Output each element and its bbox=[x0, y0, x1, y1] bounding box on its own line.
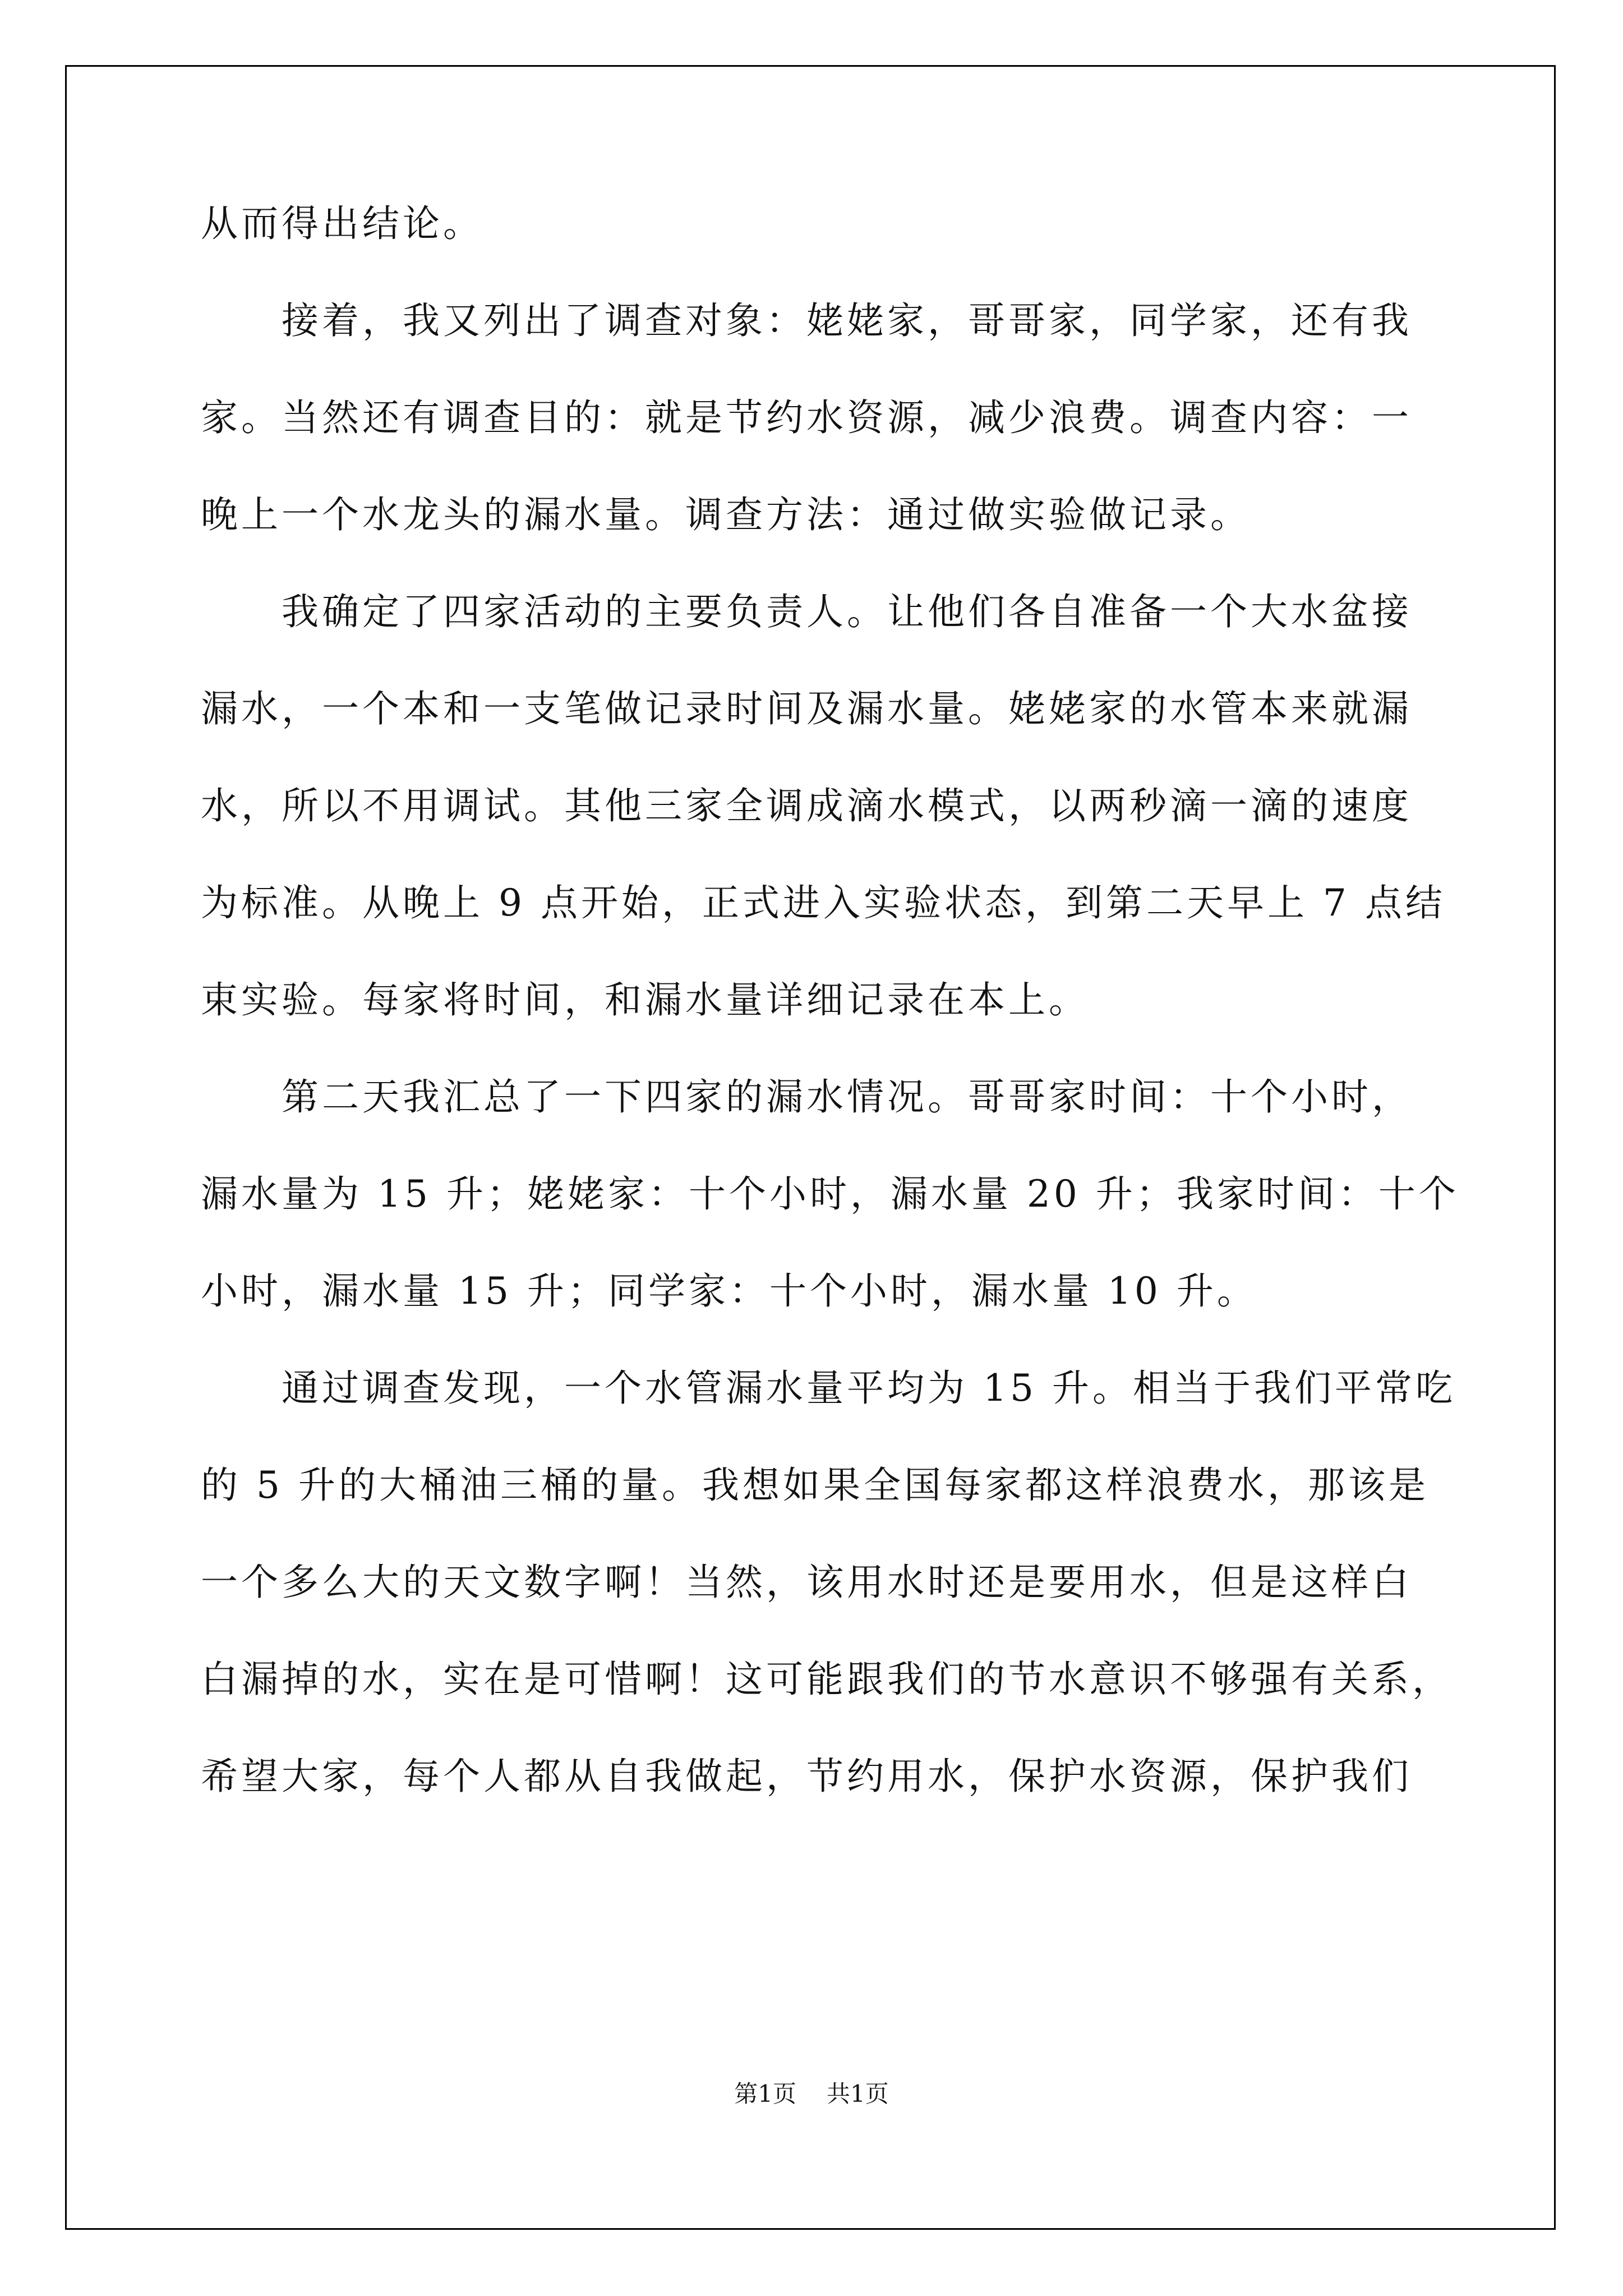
page-number: 第1页 bbox=[734, 2080, 796, 2108]
text-line: 晚上一个水龙头的漏水量。调查方法：通过做实验做记录。 bbox=[201, 493, 1251, 536]
text-line: 漏水，一个本和一支笔做记录时间及漏水量。姥姥家的水管本来就漏 bbox=[201, 687, 1412, 730]
text-line: 小时，漏水量 15 升；同学家：十个小时，漏水量 10 升。 bbox=[201, 1269, 1257, 1313]
text-line: 家。当然还有调查目的：就是节约水资源，减少浪费。调查内容：一 bbox=[201, 396, 1412, 439]
text-line: 我确定了四家活动的主要负责人。让他们各自准备一个大水盆接 bbox=[282, 590, 1412, 633]
text-line: 从而得出结论。 bbox=[201, 202, 483, 245]
page-footer bbox=[0, 2076, 1623, 2109]
text-line: 束实验。每家将时间，和漏水量详细记录在本上。 bbox=[201, 978, 1089, 1022]
page-border bbox=[65, 65, 1556, 2230]
text-line: 接着，我又列出了调查对象：姥姥家，哥哥家，同学家，还有我 bbox=[282, 299, 1412, 342]
text-line: 水，所以不用调试。其他三家全调成滴水模式，以两秒滴一滴的速度 bbox=[201, 784, 1412, 827]
text-line: 希望大家，每个人都从自我做起，节约用水，保护水资源，保护我们 bbox=[201, 1755, 1412, 1798]
text-line: 第二天我汇总了一下四家的漏水情况。哥哥家时间：十个小时， bbox=[282, 1075, 1412, 1119]
text-line: 漏水量为 15 升；姥姥家：十个小时，漏水量 20 升；我家时间：十个 bbox=[201, 1172, 1459, 1216]
text-line: 的 5 升的大桶油三桶的量。我想如果全国每家都这样浪费水，那该是 bbox=[201, 1464, 1429, 1507]
text-line: 通过调查发现，一个水管漏水量平均为 15 升。相当于我们平常吃 bbox=[282, 1366, 1456, 1410]
text-line: 为标准。从晚上 9 点开始，正式进入实验状态，到第二天早上 7 点结 bbox=[201, 881, 1446, 924]
page-total: 共1页 bbox=[827, 2080, 889, 2108]
text-line: 一个多么大的天文数字啊！当然，该用水时还是要用水，但是这样白 bbox=[201, 1561, 1412, 1604]
text-line: 白漏掉的水，实在是可惜啊！这可能跟我们的节水意识不够强有关系， bbox=[201, 1658, 1453, 1701]
